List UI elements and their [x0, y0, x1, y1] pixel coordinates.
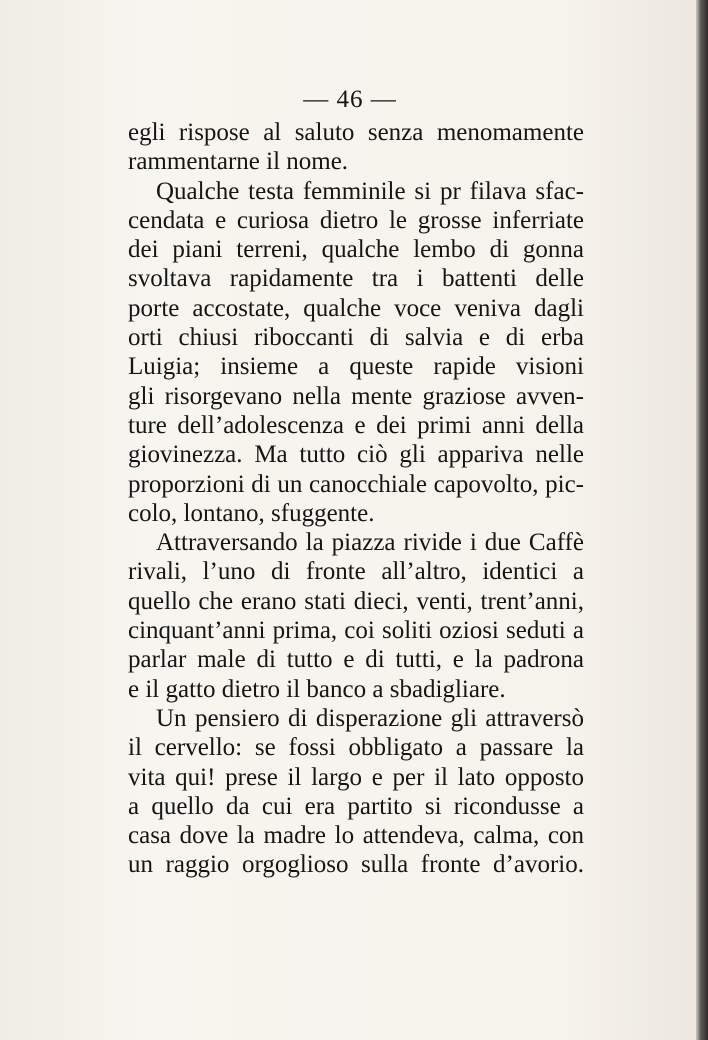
text-line: svoltava rapidamente tra i battenti delle	[128, 265, 584, 293]
text-line: dei piani terreni, qualche lembo di gonna	[128, 236, 584, 264]
text-line: Luigia; insieme a queste rapide visioni	[128, 353, 584, 381]
binding-edge	[696, 0, 708, 1040]
text-line: a quello da cui era partito si ricondusse a	[128, 792, 584, 820]
text-line: Qualche testa femminile si pr filava sfac-	[156, 177, 584, 205]
text-line: cinquant’anni prima, coi soliti oziosi seduti a	[128, 617, 584, 645]
text-line: quello che erano stati dieci, venti, trent’anni,	[128, 587, 584, 615]
text-line: Un pensiero di disperazione gli attraversò	[156, 704, 584, 732]
text-line: rivali, l’uno di fronte all’altro, identici a	[128, 558, 584, 586]
text-line: casa dove la madre lo attendeva, calma, con	[128, 822, 584, 850]
text-line: cendata e curiosa dietro le grosse inferriate	[128, 206, 584, 234]
text-line: ture dell’adolescenza e dei primi anni della	[128, 411, 584, 439]
page-number: — 46 —	[303, 86, 397, 113]
text-line: vita qui! prese il largo e per il lato opposto	[128, 763, 584, 791]
text-line: parlar male di tutto e di tutti, e la padrona	[128, 646, 584, 674]
body-text	[128, 118, 584, 880]
text-line: orti chiusi riboccanti di salvia e di erba	[128, 324, 584, 352]
text-line: porte accostate, qualche voce veniva dagli	[128, 294, 584, 322]
text-line: rammentarne il nome.	[128, 148, 349, 176]
text-line: gli risorgevano nella mente graziose avven-	[128, 382, 584, 410]
text-line: giovinezza. Ma tutto ciò gli appariva nelle	[128, 441, 584, 469]
text-line: egli rispose al saluto senza menomamente	[128, 119, 584, 146]
text-line: Attraversando la piazza rivide i due Caffè	[156, 529, 584, 557]
text-line: il cervello: se fossi obbligato a passare la	[128, 734, 584, 762]
text-line: proporzioni di un canocchiale capovolto, pic-	[128, 470, 584, 498]
text-line: colo, lontano, sfuggente.	[128, 499, 375, 527]
text-line: un raggio orgoglioso sulla fronte d’avorio.	[128, 851, 584, 879]
text-line: e il gatto dietro il banco a sbadigliare.	[128, 675, 506, 703]
